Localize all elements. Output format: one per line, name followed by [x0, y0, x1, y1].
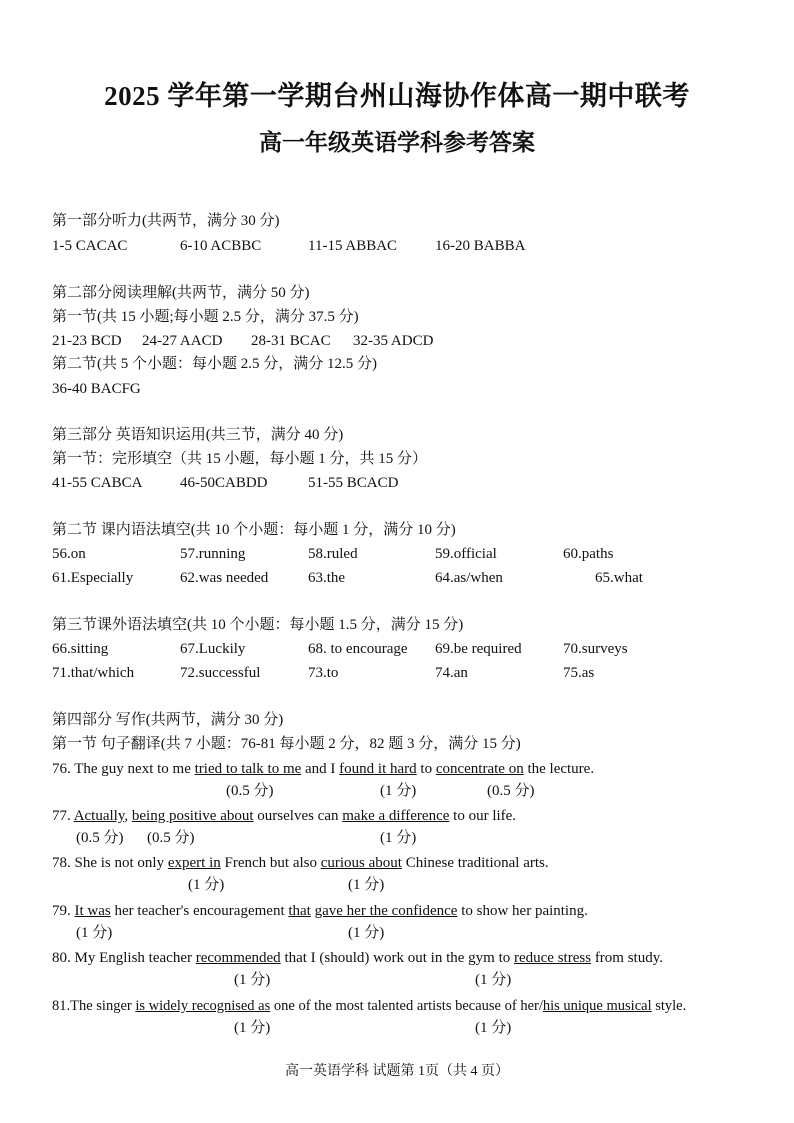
answer-item: 70.surveys	[563, 641, 628, 657]
answer-item: 72.successful	[180, 665, 261, 681]
answer-item: 41-55 CABCA	[52, 475, 143, 491]
answer-item: 6-10 ACBBC	[180, 238, 262, 254]
answer-item: 57.running	[180, 546, 246, 562]
part4-heading: 第四部分 写作(共两节，满分 30 分)	[52, 712, 284, 728]
translation-sentence-78: 78. She is not only expert in French but also curious about Chinese traditional arts.	[52, 855, 549, 871]
answer-item: 66.sitting	[52, 641, 109, 657]
answer-item: 61.Especially	[52, 570, 134, 586]
answer-item: 65.what	[595, 570, 643, 586]
answer-item: 16-20 BABBA	[435, 238, 526, 254]
translation-sentence-76: 76. The guy next to me tried to talk to me and I found it hard to concentrate on the lecture.	[52, 761, 595, 777]
document-subtitle: 高一年级英语学科参考答案	[259, 130, 535, 155]
answer-item: 75.as	[563, 665, 595, 681]
part3-sec2-heading: 第二节 课内语法填空(共 10 个小题：每小题 1 分，满分 10 分)	[52, 522, 456, 538]
score-label: (0.5 分)	[76, 830, 124, 846]
translation-sentence-80: 80. My English teacher recommended that I (should) work out in the gym to reduce stress from study.	[52, 950, 664, 966]
part3-heading: 第三部分 英语知识运用(共三节，满分 40 分)	[52, 427, 344, 443]
translation-sentence-81: 81.The singer is widely recognised as one of the most talented artists because of her/his unique musical style.	[52, 998, 687, 1014]
part3-sec3-heading: 第三节课外语法填空(共 10 个小题：每小题 1.5 分，满分 15 分)	[52, 617, 464, 633]
score-label: (0.5 分)	[226, 783, 274, 799]
score-label: (1 分)	[76, 925, 113, 941]
answer-item: 74.an	[435, 665, 468, 681]
answer-item: 71.that/which	[52, 665, 135, 681]
answer-item: 51-55 BCACD	[308, 475, 399, 491]
document-title: 2025 学年第一学期台州山海协作体高一期中联考	[104, 81, 690, 111]
answer-item: 28-31 BCAC	[251, 333, 331, 349]
part3-sec1-heading: 第一节：完形填空（共 15 小题，每小题 1 分，共 15 分）	[52, 451, 428, 467]
answer-item: 64.as/when	[435, 570, 503, 586]
score-label: (0.5 分)	[147, 830, 195, 846]
answer-item: 24-27 AACD	[142, 333, 223, 349]
page-footer: 高一英语学科 试题第 1页（共 4 页）	[285, 1064, 509, 1079]
part4-sec1-heading: 第一节 句子翻译(共 7 小题：76-81 每小题 2 分，82 题 3 分，满分 15 分)	[52, 736, 521, 752]
answer-item: 69.be required	[435, 641, 522, 657]
score-label: (1 分)	[475, 972, 512, 988]
answer-item: 32-35 ADCD	[353, 333, 434, 349]
answer-item: 62.was needed	[180, 570, 269, 586]
score-label: (1 分)	[348, 925, 385, 941]
score-label: (1 分)	[188, 877, 225, 893]
translation-sentence-79: 79. It was her teacher's encouragement that gave her the confidence to show her painting.	[52, 903, 588, 919]
answer-item: 59.official	[435, 546, 497, 562]
answer-item: 73.to	[308, 665, 339, 681]
answer-item: 68. to encourage	[308, 641, 408, 657]
answer-item: 21-23 BCD	[52, 333, 122, 349]
answer-item: 58.ruled	[308, 546, 358, 562]
answer-item: 60.paths	[563, 546, 614, 562]
score-label: (1 分)	[348, 877, 385, 893]
score-label: (0.5 分)	[487, 783, 535, 799]
score-label: (1 分)	[234, 972, 271, 988]
score-label: (1 分)	[380, 783, 417, 799]
answer-item: 36-40 BACFG	[52, 381, 141, 397]
score-label: (1 分)	[234, 1020, 271, 1036]
answer-item: 56.on	[52, 546, 86, 562]
part2-sec1-heading: 第一节(共 15 小题;每小题 2.5 分，满分 37.5 分)	[52, 309, 359, 325]
answer-item: 63.the	[308, 570, 346, 586]
part2-sec2-heading: 第二节(共 5 个小题：每小题 2.5 分，满分 12.5 分)	[52, 356, 377, 372]
score-label: (1 分)	[475, 1020, 512, 1036]
answer-item: 11-15 ABBAC	[308, 238, 398, 254]
score-label: (1 分)	[380, 830, 417, 846]
answer-item: 46-50CABDD	[180, 475, 268, 491]
answer-item: 67.Luckily	[180, 641, 246, 657]
answer-item: 1-5 CACAC	[52, 238, 128, 254]
part1-heading: 第一部分听力(共两节，满分 30 分)	[52, 213, 280, 229]
translation-sentence-77: 77. Actually, being positive about ourselves can make a difference to our life.	[52, 808, 517, 824]
part2-heading: 第二部分阅读理解(共两节，满分 50 分)	[52, 285, 310, 301]
